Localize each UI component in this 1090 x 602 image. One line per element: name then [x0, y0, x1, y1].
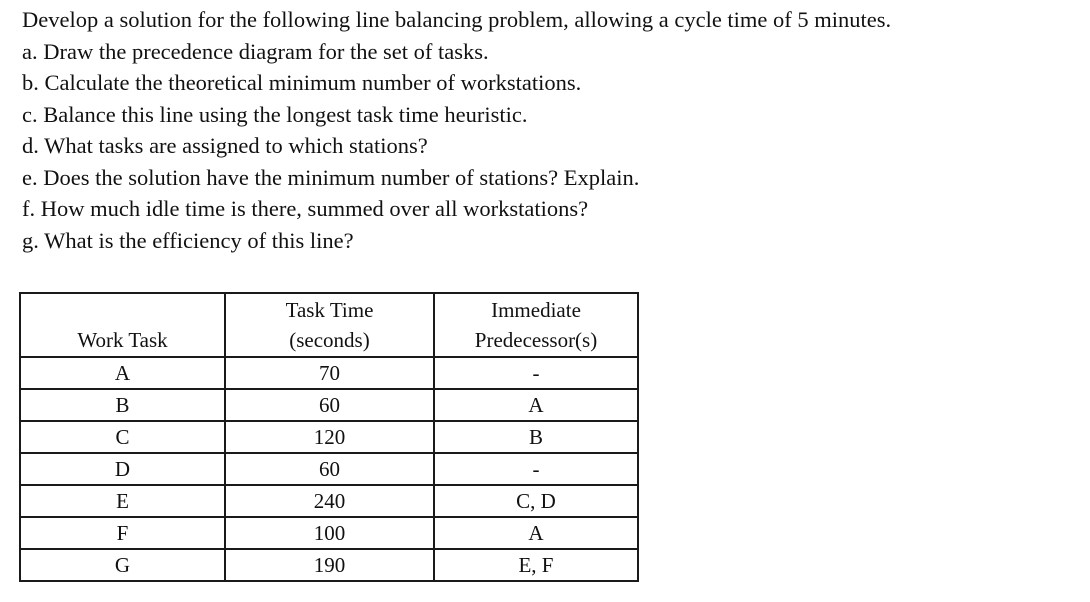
cell-task: E	[20, 485, 225, 517]
cell-pred: E, F	[434, 549, 638, 581]
table-row	[20, 421, 638, 453]
question-b: b. Calculate the theoretical minimum number of workstations.	[22, 70, 582, 95]
cell-task: B	[20, 389, 225, 421]
cell-pred: A	[434, 517, 638, 549]
cell-task: C	[20, 421, 225, 453]
cell-pred: C, D	[434, 485, 638, 517]
header-task-time	[225, 293, 434, 357]
cell-task: F	[20, 517, 225, 549]
problem-statement	[22, 4, 1088, 256]
cell-pred: B	[434, 421, 638, 453]
table-row	[20, 549, 638, 581]
cell-pred: A	[434, 389, 638, 421]
header-task-time-line1: Task Time	[285, 298, 374, 322]
table-row	[20, 453, 638, 485]
table-row	[20, 389, 638, 421]
question-e: e. Does the solution have the minimum number of stations? Explain.	[22, 164, 640, 190]
header-task-time-line2: (seconds)	[289, 328, 370, 352]
table-row	[20, 485, 638, 517]
problem-intro: Develop a solution for the following line balancing problem, allowing a cycle time of 5 minutes.	[22, 7, 892, 32]
cell-task: A	[20, 357, 225, 389]
question-c: c. Balance this line using the longest task time heuristic.	[22, 101, 528, 127]
cell-time: 60	[225, 389, 434, 421]
cell-time: 70	[225, 357, 434, 389]
question-g: g. What is the efficiency of this line?	[22, 227, 354, 253]
header-work-task-label: Work Task	[77, 328, 168, 352]
task-table	[19, 292, 639, 582]
cell-pred: -	[434, 357, 638, 389]
cell-time: 100	[225, 517, 434, 549]
cell-task: G	[20, 549, 225, 581]
cell-time: 190	[225, 549, 434, 581]
cell-task: D	[20, 453, 225, 485]
header-predecessors-line2: Predecessor(s)	[474, 328, 598, 352]
cell-time: 240	[225, 485, 434, 517]
cell-time: 120	[225, 421, 434, 453]
question-d: d. What tasks are assigned to which stations?	[22, 133, 428, 158]
question-f: f. How much idle time is there, summed over all workstations?	[22, 196, 589, 221]
question-a: a. Draw the precedence diagram for the set of tasks.	[22, 38, 489, 64]
header-predecessors	[434, 293, 638, 357]
header-work-task	[20, 293, 225, 357]
cell-pred: -	[434, 453, 638, 485]
table-row	[20, 517, 638, 549]
table-header-row	[20, 293, 638, 357]
header-predecessors-line1: Immediate	[491, 298, 581, 322]
cell-time: 60	[225, 453, 434, 485]
table-row	[20, 357, 638, 389]
